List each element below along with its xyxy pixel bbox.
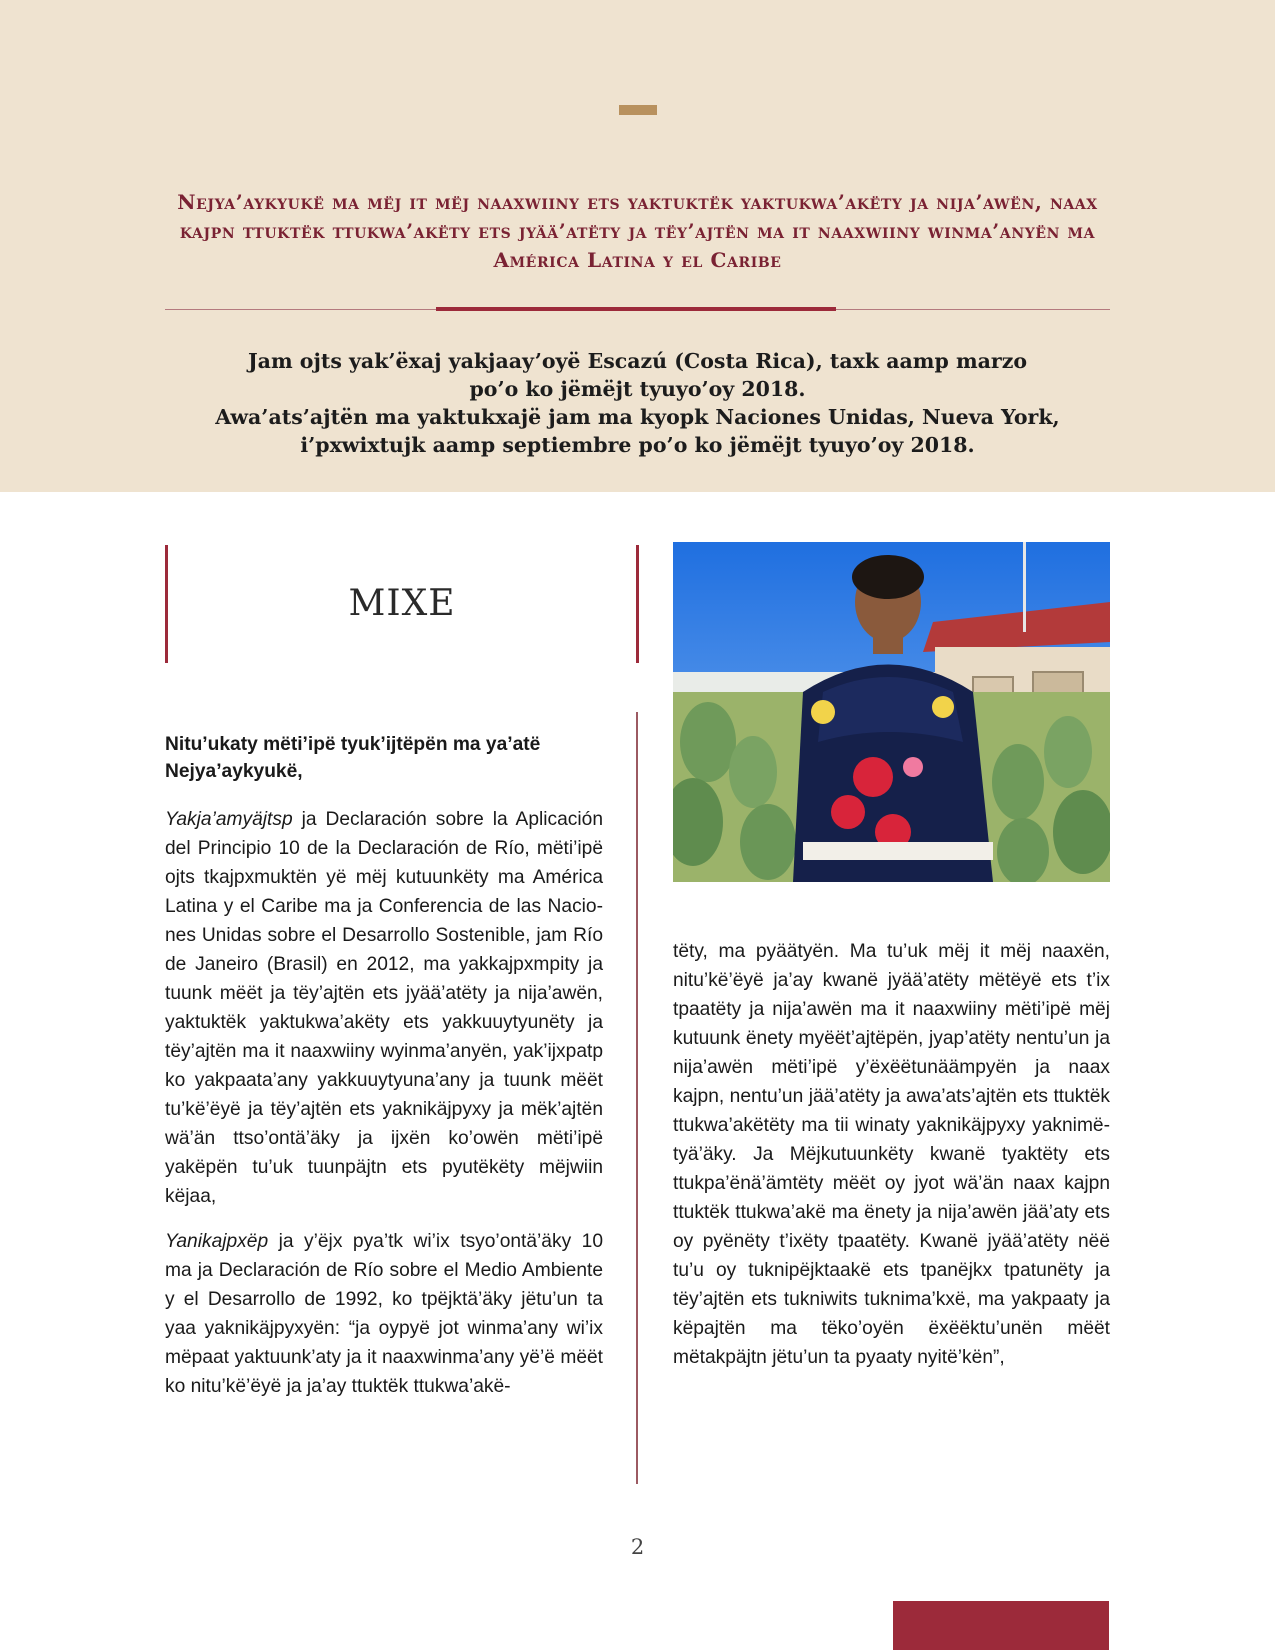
photo-woman-embroidered-shawl [673, 542, 1110, 882]
paragraph-2-continued: tëty, ma pyäätyën. Ma tu’uk mëj it mëj naaxën, nitu’kë’ëyë ja’ay kwanë jyää’atëty mëtëyë ets t’ix tpaatëty ja nija’awën ma it naaxwiiny mëti’ipë mëj kutuunk ënety myëët’ajtëpën, jyap’atëty nentu’un ja nija’awën mëti’ipë y’ëxëëtunäämpyën ja naax kajpn, nentu’un jää’atëty ja awa’ats’ajtën ets ttuktëk ttukwa’akëtëty ma tii winaty yaknikäjpyxy yaknimëtyä’äky. Ja Mëjkutuunkëty kwanë tyaktëty ets ttukpa’ënä’ämtëty mëët oy jyot wä’än naax kajpn ttuktëk ttukwa’akë ma ënety ja nija’awën jää’aty ets oy pyënëty t’ixëty tpaatëty. Kwanë jyää’atëty nëë tu’u oy tuknipëjktaakë ets tpanëjkx tpatunëty ja tëy’ajtën ets tukniwits tuknima’kxë, ma yakpaaty ja këpajtën ma tëko’oyën ëxëëktu’unën mëët mëtakpäjtn jëtu’un ta pyaaty nyitë’kën”, [673, 941, 1110, 1368]
salutation: Nitu’ukaty mëti’ipë tyuk’ijtëpën ma ya’atë Nejya’aykyukë, [165, 734, 541, 782]
paragraph-1-lead: Yakja’amyäjtsp [165, 809, 293, 830]
paragraph-1 [165, 805, 603, 1211]
body-column-right [673, 937, 1110, 1388]
footer-accent-block [893, 1601, 1109, 1650]
agreement-title: Nejya’aykyukë ma mëj it mëj naaxwiiny ets yaktuktëk yaktukwa’akëty ja nija’awën, naax kajpn ttuktëk ttukwa’akëty ets jyää’atëty ja tëy’ajtën ma it naaxwiiny winma’anyën ma América Latina y el Caribe [177, 190, 1098, 272]
paragraph-1-text: ja Declaración sobre la Aplicación del Principio 10 de la Declaración de Río, mëti’ipë ojts tkajpxmuktën yë mëj kutuunkëty ma América Latina y el Caribe ma ja Conferencia de las Naciones Unidas sobre el Desarrollo Sostenible, jam Río de Janeiro (Brasil) en 2012, ma yakkajpxmpity ja tuunk mëët ja tëy’ajtën ets jyää’atëty ja nija’awën, yaktuktëk yaktukwa’akëty ets yakkuuytyunëty ja tëy’ajtën ma it naaxwiiny wyinma’anyën, yak’ijxpatp ko yakpaata’any yakkuuytyuna’any ja tuunk mëët tu’kë’ëyë ja tëy’ajtën ets yaknikäjpyxy ja mëk’ajtën wä’än ttso’ontä’äky ja ijxën ko’owën mëti’ipë yakëpën tu’uk tuunpäjtn ets pyutëkëty mëjwiin këjaa, [165, 809, 603, 1207]
adoption-line: po’o ko jëmëjt tyuyo’oy 2018. [469, 377, 806, 401]
body-column-left [165, 731, 603, 1417]
adoption-line: Awa’ats’ajtën ma yaktukxajë jam ma kyopk Naciones Unidas, Nueva York, [215, 405, 1060, 429]
paragraph-2-text-left: ja y’ëjx pya’tk wi’ix tsyo’ontä’äky 10 ma ja Declaración de Río sobre el Medio Ambiente y el Desarrollo de 1992, ko tpëjktä’äky jëtu’un ta yaa yaknikäjpyxyën: “ja oypyë jot winma’any wi’ix mëpaat yaktuunk’aty ja it naaxwinma’any yë’ë mëët ko nitu’kë’ëyë ja ja’ay ttuktëk ttukwa’akë- [165, 1231, 603, 1397]
accent-dash [619, 105, 657, 115]
column-divider [636, 712, 638, 1484]
adoption-line: i’pxwixtujk aamp septiembre po’o ko jëmëjt tyuyo’oy 2018. [300, 433, 975, 457]
paragraph-2 [165, 1227, 603, 1401]
language-label: MIXE [348, 583, 456, 624]
paragraph-2-lead: Yanikajpxëp [165, 1231, 269, 1252]
page-number: 2 [630, 1535, 645, 1559]
adoption-statement [165, 347, 1110, 459]
adoption-line: Jam ojts yak’ëxaj yakjaay’oyë Escazú (Costa Rica), taxk aamp marzo [247, 349, 1028, 373]
photo-illustration [673, 542, 1110, 882]
title-divider-thick [436, 307, 836, 311]
language-box [165, 545, 639, 663]
